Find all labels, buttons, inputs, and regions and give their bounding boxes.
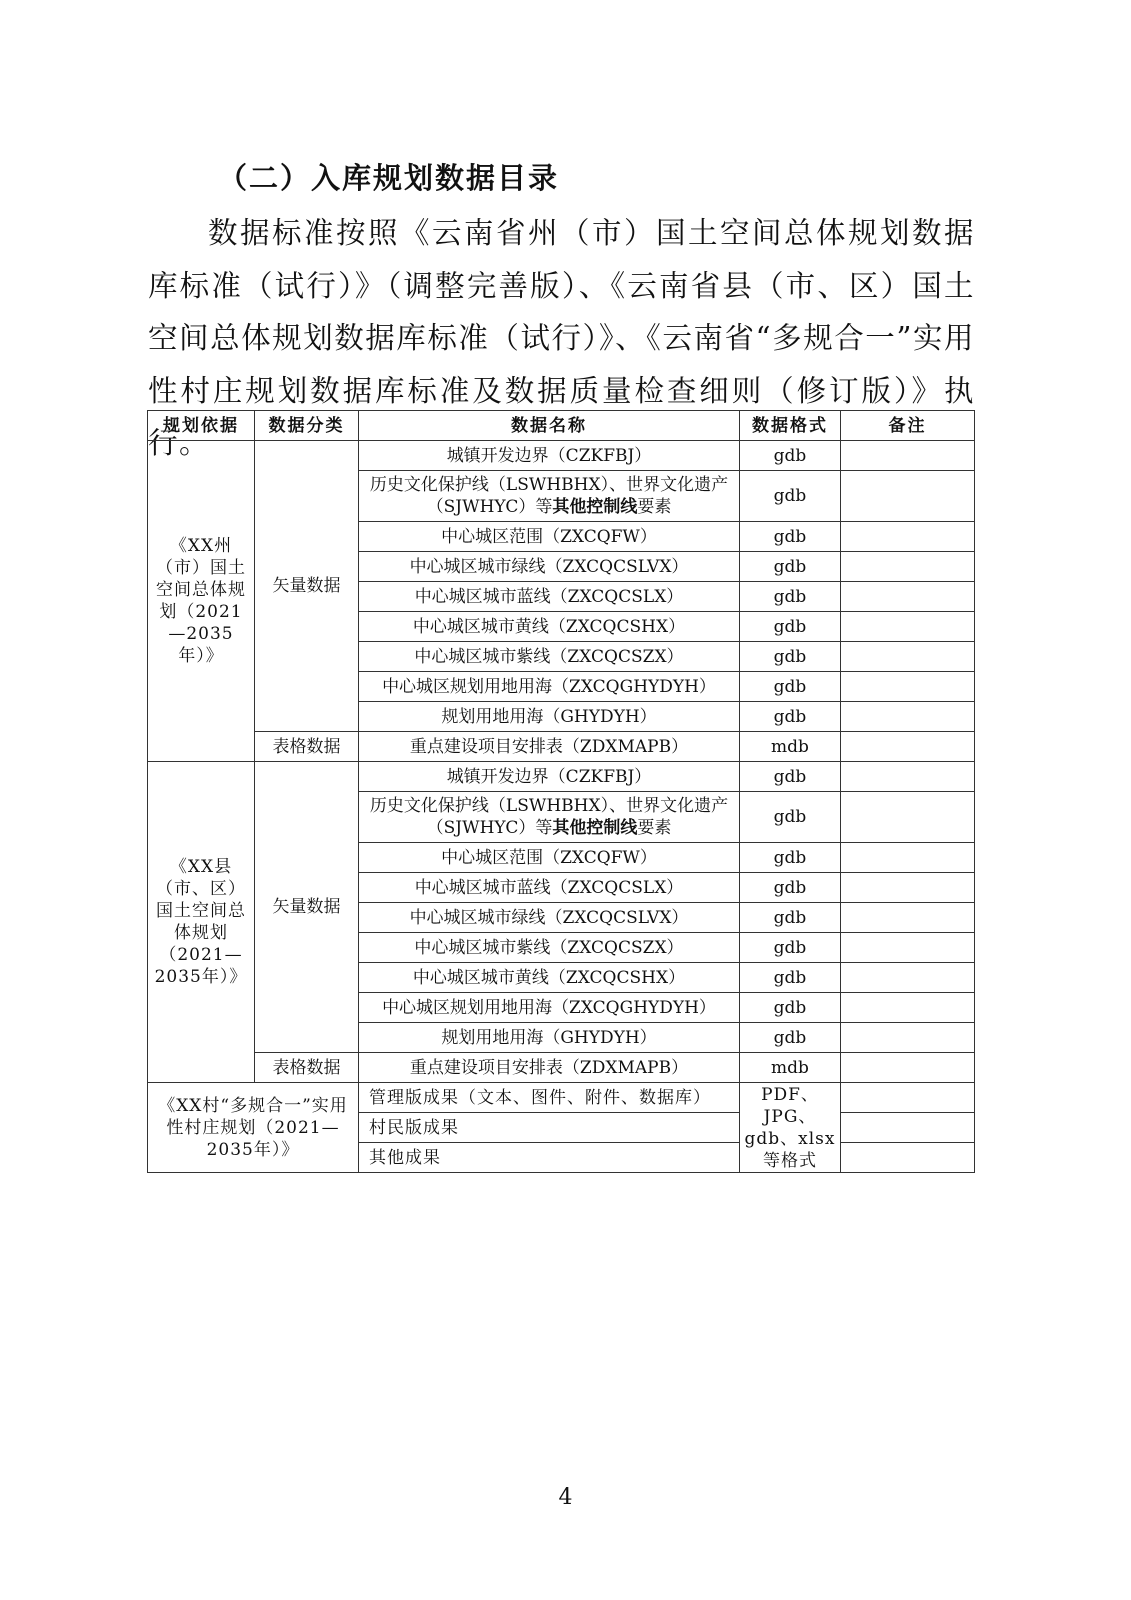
table-row	[148, 1083, 975, 1113]
category-cell: 表格数据	[255, 1053, 359, 1083]
table-row	[148, 762, 975, 792]
basis-cell: 《XX州（市）国土空间总体规划（2021—2035年）》	[148, 441, 255, 762]
format-cell: gdb	[740, 843, 841, 873]
header-remarks: 备注	[841, 411, 975, 441]
remarks-cell	[841, 903, 975, 933]
name-suffix: 要素	[637, 818, 672, 838]
name-emphasis: 其他控制线	[552, 497, 638, 517]
format-cell: gdb	[740, 762, 841, 792]
name-cell: 中心城区城市绿线（ZXCQCSLVX）	[359, 552, 740, 582]
format-cell: gdb	[740, 933, 841, 963]
header-basis: 规划依据	[148, 411, 255, 441]
remarks-cell	[841, 702, 975, 732]
format-cell: gdb	[740, 993, 841, 1023]
remarks-cell	[841, 522, 975, 552]
table-row	[148, 732, 975, 762]
remarks-cell	[841, 843, 975, 873]
remarks-cell	[841, 732, 975, 762]
name-prefix: 历史文化保护线（LSWHBHX）、世界文化遗产（SJWHYC）等	[369, 796, 729, 838]
format-cell: gdb	[740, 672, 841, 702]
remarks-cell	[841, 582, 975, 612]
format-cell: gdb	[740, 792, 841, 843]
basis-cell: 《XX村“多规合一”实用性村庄规划（2021—2035年）》	[148, 1083, 359, 1173]
remarks-cell	[841, 1023, 975, 1053]
name-emphasis: 其他控制线	[552, 818, 638, 838]
remarks-cell	[841, 762, 975, 792]
remarks-cell	[841, 672, 975, 702]
name-cell: 规划用地用海（GHYDYH）	[359, 702, 740, 732]
name-cell: 中心城区城市蓝线（ZXCQCSLX）	[359, 582, 740, 612]
remarks-cell	[841, 642, 975, 672]
format-cell: gdb	[740, 702, 841, 732]
header-category: 数据分类	[255, 411, 359, 441]
name-cell: 中心城区规划用地用海（ZXCQGHYDYH）	[359, 993, 740, 1023]
remarks-cell	[841, 441, 975, 471]
format-cell: gdb	[740, 552, 841, 582]
category-cell: 矢量数据	[255, 762, 359, 1053]
remarks-cell	[841, 552, 975, 582]
name-cell: 重点建设项目安排表（ZDXMAPB）	[359, 1053, 740, 1083]
table-header-row	[148, 411, 975, 441]
remarks-cell	[841, 873, 975, 903]
category-cell: 矢量数据	[255, 441, 359, 732]
name-cell: 管理版成果（文本、图件、附件、数据库）	[359, 1083, 740, 1113]
format-cell: gdb	[740, 582, 841, 612]
name-cell: 其他成果	[359, 1143, 740, 1173]
intro-paragraph: 数据标准按照《云南省州（市）国土空间总体规划数据库标准（试行）》（调整完善版）、《云南省县（市、区）国土空间总体规划数据库标准（试行）》、《云南省“多规合一”实用性村庄规划数据库标准及数据质量检查细则（修订版）》执行。	[148, 216, 975, 460]
format-cell: mdb	[740, 732, 841, 762]
remarks-cell	[841, 1113, 975, 1143]
format-cell: gdb	[740, 471, 841, 522]
remarks-cell	[841, 1143, 975, 1173]
name-prefix: 历史文化保护线（LSWHBHX）、世界文化遗产（SJWHYC）等	[369, 475, 729, 517]
name-cell: 中心城区城市紫线（ZXCQCSZX）	[359, 642, 740, 672]
remarks-cell	[841, 933, 975, 963]
name-suffix: 要素	[637, 497, 672, 517]
format-cell: gdb	[740, 441, 841, 471]
format-cell: gdb	[740, 1023, 841, 1053]
remarks-cell	[841, 1053, 975, 1083]
name-cell: 村民版成果	[359, 1113, 740, 1143]
name-cell: 规划用地用海（GHYDYH）	[359, 1023, 740, 1053]
category-cell: 表格数据	[255, 732, 359, 762]
basis-cell: 《XX县（市、区）国土空间总体规划（2021—2035年）》	[148, 762, 255, 1083]
name-cell: 中心城区城市紫线（ZXCQCSZX）	[359, 933, 740, 963]
format-cell: mdb	[740, 1053, 841, 1083]
remarks-cell	[841, 1083, 975, 1113]
name-cell: 中心城区范围（ZXCQFW）	[359, 843, 740, 873]
name-cell: 城镇开发边界（CZKFBJ）	[359, 762, 740, 792]
remarks-cell	[841, 963, 975, 993]
remarks-cell	[841, 471, 975, 522]
name-cell	[359, 471, 740, 522]
name-cell: 中心城区城市蓝线（ZXCQCSLX）	[359, 873, 740, 903]
name-cell: 中心城区城市黄线（ZXCQCSHX）	[359, 963, 740, 993]
remarks-cell	[841, 612, 975, 642]
remarks-cell	[841, 792, 975, 843]
format-cell: gdb	[740, 612, 841, 642]
name-cell: 中心城区城市黄线（ZXCQCSHX）	[359, 612, 740, 642]
table-row	[148, 1053, 975, 1083]
format-cell: gdb	[740, 873, 841, 903]
format-cell: gdb	[740, 903, 841, 933]
table-row	[148, 441, 975, 471]
page-number: 4	[558, 1485, 573, 1510]
name-cell: 中心城区城市绿线（ZXCQCSLVX）	[359, 903, 740, 933]
remarks-cell	[841, 993, 975, 1023]
name-cell: 中心城区范围（ZXCQFW）	[359, 522, 740, 552]
header-format: 数据格式	[740, 411, 841, 441]
format-cell: PDF、JPG、gdb、xlsx等格式	[740, 1083, 841, 1173]
format-cell: gdb	[740, 963, 841, 993]
section-heading: （二）入库规划数据目录	[218, 161, 560, 195]
data-catalog-table	[147, 410, 975, 1173]
header-name: 数据名称	[359, 411, 740, 441]
name-cell: 中心城区规划用地用海（ZXCQGHYDYH）	[359, 672, 740, 702]
name-cell	[359, 792, 740, 843]
name-cell: 城镇开发边界（CZKFBJ）	[359, 441, 740, 471]
format-cell: gdb	[740, 522, 841, 552]
format-cell: gdb	[740, 642, 841, 672]
name-cell: 重点建设项目安排表（ZDXMAPB）	[359, 732, 740, 762]
